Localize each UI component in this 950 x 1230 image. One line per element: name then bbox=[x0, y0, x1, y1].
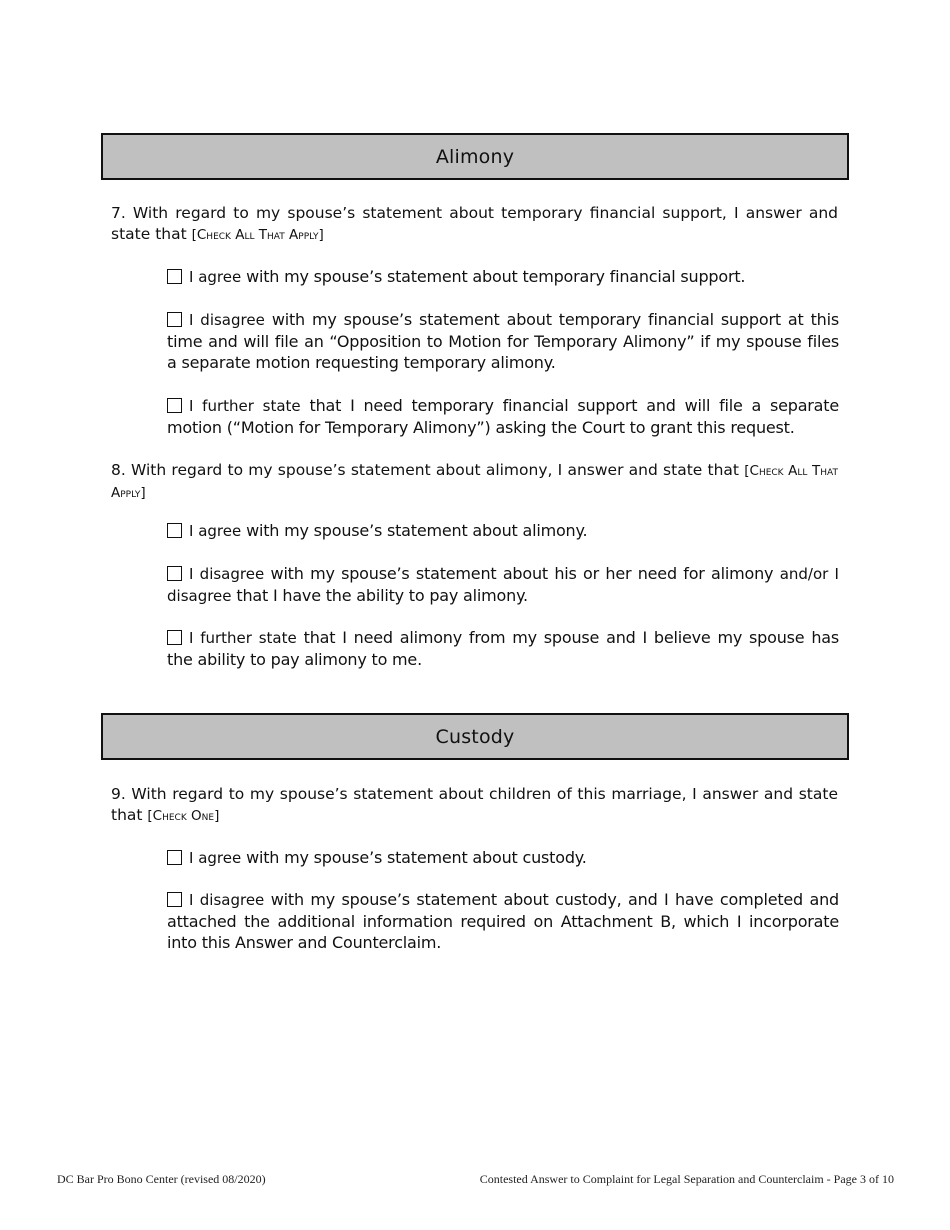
footer-right: Contested Answer to Complaint for Legal Separation and Counterclaim - Page 3 of 10 bbox=[479, 1172, 894, 1186]
q7-option-agree bbox=[167, 266, 839, 288]
q7-agree-checkbox[interactable] bbox=[167, 269, 182, 284]
q7-further-lead: I further state bbox=[189, 397, 301, 415]
question-7 bbox=[111, 203, 838, 246]
q7-disagree-lead: I disagree bbox=[189, 311, 265, 329]
question-7-text: 7. With regard to my spouse’s statement about temporary financial support, I answer and state that bbox=[111, 204, 838, 243]
question-8-instruction: [Check All That Apply] bbox=[111, 463, 838, 501]
q8-further-lead: I further state bbox=[189, 629, 297, 647]
q8-option-agree bbox=[167, 520, 839, 542]
question-9 bbox=[111, 784, 838, 827]
q8-disagree-lead: I disagree bbox=[189, 565, 265, 583]
q8-disagree-text: with my spouse’s statement about his or her need for alimony bbox=[264, 564, 780, 583]
q8-disagree-tail: that I have the ability to pay alimony. bbox=[231, 586, 528, 605]
q9-agree-lead: I agree bbox=[189, 849, 242, 867]
q8-option-disagree bbox=[167, 563, 839, 607]
q7-further-text: that I need temporary financial support and will file a separate motion (“Motion for Temporary Alimony”) asking the Court to grant this request. bbox=[167, 396, 839, 437]
q9-disagree-lead: I disagree bbox=[189, 891, 265, 909]
q7-further-checkbox[interactable] bbox=[167, 398, 182, 413]
question-8-text: 8. With regard to my spouse’s statement about alimony, I answer and state that bbox=[111, 461, 745, 479]
q9-option-agree bbox=[167, 847, 839, 869]
q8-option-further bbox=[167, 627, 839, 670]
q7-disagree-text: with my spouse’s statement about temporary financial support at this time and will file an “Opposition to Motion for Temporary Alimony” if my spouse files a separate motion requesting temporary alimony. bbox=[167, 310, 839, 372]
q7-option-disagree bbox=[167, 309, 839, 373]
custody-title: Custody bbox=[435, 725, 515, 748]
q8-agree-checkbox[interactable] bbox=[167, 523, 182, 538]
custody-section-header bbox=[101, 713, 849, 760]
q9-disagree-checkbox[interactable] bbox=[167, 892, 182, 907]
q8-further-checkbox[interactable] bbox=[167, 630, 182, 645]
q7-agree-text: with my spouse’s statement about temporary financial support. bbox=[241, 267, 746, 286]
q7-agree-lead: I agree bbox=[189, 268, 242, 286]
q8-disagree-mid: and/or I disagree bbox=[167, 565, 839, 605]
question-9-instruction: [Check One] bbox=[147, 808, 220, 824]
alimony-title: Alimony bbox=[435, 145, 515, 168]
q7-disagree-checkbox[interactable] bbox=[167, 312, 182, 327]
q9-disagree-text: with my spouse’s statement about custody, and I have completed and attached the additional information required on Attachment B, which I incorporate into this Answer and Counterclaim. bbox=[167, 890, 839, 952]
question-8 bbox=[111, 460, 838, 504]
question-9-text: 9. With regard to my spouse’s statement about children of this marriage, I answer and state that bbox=[111, 785, 838, 824]
q9-option-disagree bbox=[167, 889, 839, 953]
q8-further-text: that I need alimony from my spouse and I believe my spouse has the ability to pay alimony to me. bbox=[167, 628, 839, 669]
alimony-section-header bbox=[101, 133, 849, 180]
question-7-instruction: [Check All That Apply] bbox=[191, 227, 324, 243]
footer-left: DC Bar Pro Bono Center (revised 08/2020) bbox=[57, 1172, 266, 1186]
q9-agree-checkbox[interactable] bbox=[167, 850, 182, 865]
q8-disagree-checkbox[interactable] bbox=[167, 566, 182, 581]
q7-option-further bbox=[167, 395, 839, 438]
q8-agree-text: with my spouse’s statement about alimony. bbox=[241, 521, 588, 540]
q9-agree-text: with my spouse’s statement about custody. bbox=[241, 848, 587, 867]
q8-agree-lead: I agree bbox=[189, 522, 242, 540]
